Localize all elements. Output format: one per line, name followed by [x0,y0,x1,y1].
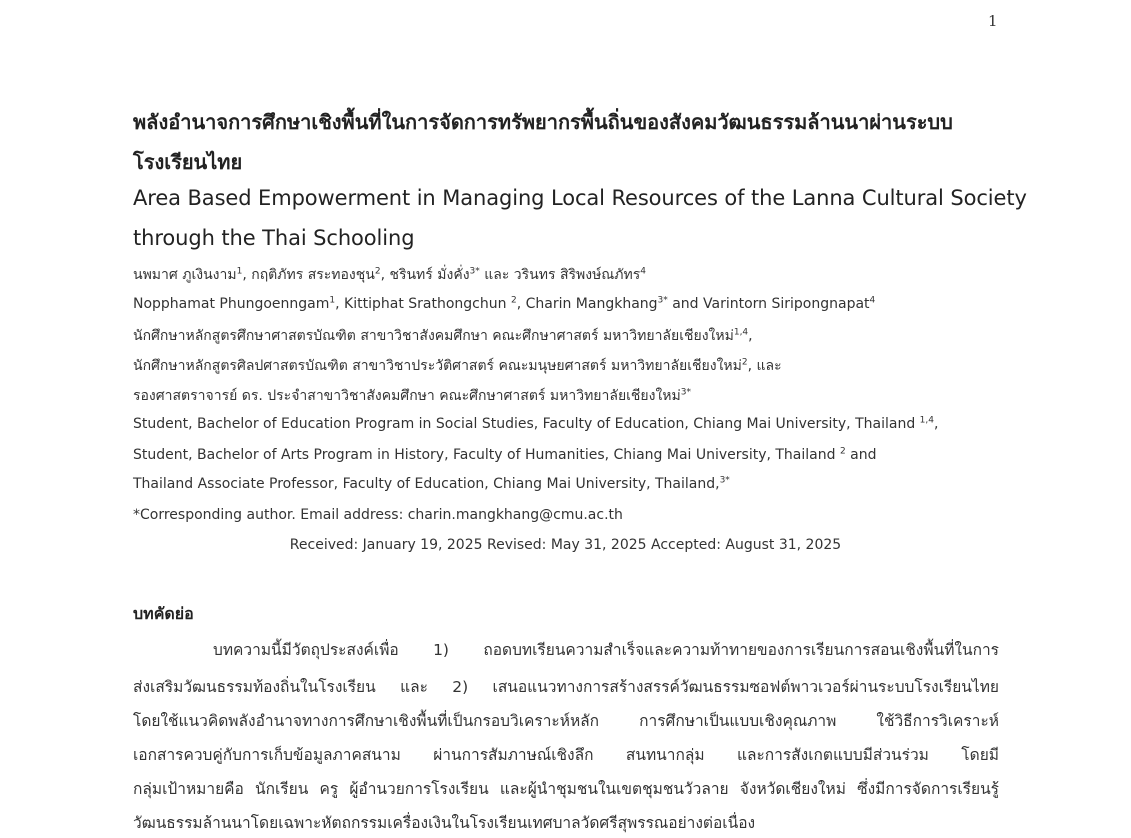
submission-dates: Received: January 19, 2025 Revised: May 31, 2025 Accepted: August 31, 2025 [289,537,842,553]
title-english-line-1: Area Based Empowerment in Managing Local Resources of the Lanna Cultural Society [133,186,1027,210]
author-superscript: 2 [510,295,517,306]
author-name: วรินทร สิริพงษ์ณภัทร [513,267,641,283]
author-separator: , [242,267,252,283]
abstract-line: เอกสารควบคู่กับการเก็บข้อมูลภาคสนาม ผ่านการสัมภาษณ์เชิงลึก สนทนากลุ่ม และการสังเกตแบบมีส่วนร่วม โดยมี [133,746,999,764]
affiliation-tail: and [845,447,877,463]
author-superscript: 4 [869,295,876,306]
affiliation-superscript: 1,4 [733,327,749,338]
affiliation-superscript: 1,4 [919,415,934,426]
author-superscript: 1 [329,295,336,306]
author-name: ชรินทร์ มั่งคั่ง [389,267,470,283]
author-name: นพมาศ ภูเงินงาม [133,267,237,283]
affiliation-text: นักศึกษาหลักสูตรศึกษาศาสตรบัณฑิต สาขาวิชาสังคมศึกษา คณะศึกษาศาสตร์ มหาวิทยาลัยเชียงใหม่ [133,328,734,344]
author-separator: และ [479,267,514,283]
corresponding-author: *Corresponding author. Email address: charin.mangkhang@cmu.ac.th [133,507,623,523]
affiliation-english-1 [133,416,938,432]
author-separator: , [380,267,390,283]
title-english-line-2: through the Thai Schooling [133,226,415,250]
author-name: Nopphamat Phungoenngam [133,296,330,312]
affiliation-english-2 [133,447,876,463]
affiliation-text: รองศาสตราจารย์ ดร. ประจำสาขาวิชาสังคมศึกษา คณะศึกษาศาสตร์ มหาวิทยาลัยเชียงใหม่ [133,388,681,404]
affiliation-tail: , [748,328,753,344]
author-separator: and [667,296,704,312]
author-name: Charin Mangkhang [525,296,658,312]
authors-english [133,296,875,312]
affiliation-text: Thailand Associate Professor, Faculty of Education, Chiang Mai University, Thailand, [133,476,720,492]
affiliation-text: Student, Bachelor of Arts Program in History, Faculty of Humanities, Chiang Mai University, Thailand [133,447,840,463]
author-superscript: 3* [657,295,668,306]
affiliation-superscript: 3* [680,387,691,398]
author-superscript: 1 [236,266,243,277]
affiliation-thai-1 [133,325,753,347]
abstract-line: บทความนี้มีวัตถุประสงค์เพื่อ 1) ถอดบทเรียนความสำเร็จและความท้าทายของการเรียนการสอนเชิงพื้นที่ในการ [213,641,999,659]
author-superscript: 4 [640,266,647,277]
author-superscript: 2 [374,266,381,277]
authors-thai [133,264,646,286]
affiliation-superscript: 3* [719,475,730,486]
affiliation-thai-2 [133,355,782,377]
affiliation-english-3 [133,476,730,492]
abstract-line: โดยใช้แนวคิดพลังอำนาจทางการศึกษาเชิงพื้นที่เป็นกรอบวิเคราะห์หลัก การศึกษาเป็นแบบเชิงคุณภาพ ใช้วิธีการวิเคราะห์ [133,712,999,730]
affiliation-superscript: 2 [741,357,748,368]
affiliation-tail: , และ [747,358,782,374]
author-name: Varintorn Siripongnapat [703,296,870,312]
title-thai-line-1: พลังอำนาจการศึกษาเชิงพื้นที่ในการจัดการทรัพยากรพื้นถิ่นของสังคมวัฒนธรรมล้านนาผ่านระบบ [133,110,953,134]
abstract-line: วัฒนธรรมล้านนาโดยเฉพาะหัตถกรรมเครื่องเงินในโรงเรียนเทศบาลวัดศรีสุพรรณอย่างต่อเนื่อง [133,814,756,832]
affiliation-superscript: 2 [839,446,846,457]
page-number: 1 [988,12,998,30]
abstract-line: ส่งเสริมวัฒนธรรมท้องถิ่นในโรงเรียน และ 2) เสนอแนวทางการสร้างสรรค์วัฒนธรรมซอฟต์พาวเวอร์ผ่านระบบโรงเรียนไทย [133,678,999,696]
affiliation-text: Student, Bachelor of Education Program in Social Studies, Faculty of Education, Chiang Mai University, Thailand [133,416,920,432]
author-name: กฤติภัทร สระทองชุน [251,267,375,283]
affiliation-text: นักศึกษาหลักสูตรศิลปศาสตรบัณฑิต สาขาวิชาประวัติศาสตร์ คณะมนุษยศาสตร์ มหาวิทยาลัยเชียงใหม่ [133,358,742,374]
author-name: Kittiphat Srathongchun [344,296,511,312]
affiliation-tail: , [933,416,939,432]
affiliation-thai-3 [133,385,691,407]
abstract-heading: บทคัดย่อ [133,604,194,623]
author-separator: , [516,296,526,312]
author-superscript: 3* [469,266,480,277]
abstract-line: กลุ่มเป้าหมายคือ นักเรียน ครู ผู้อำนวยการโรงเรียน และผู้นำชุมชนในเขตชุมชนวัวลาย จังหวัดเชียงใหม่ ซึ่งมีการจัดการเรียนรู้ [133,780,999,798]
title-thai-line-2: โรงเรียนไทย [133,150,243,174]
author-separator: , [335,296,345,312]
